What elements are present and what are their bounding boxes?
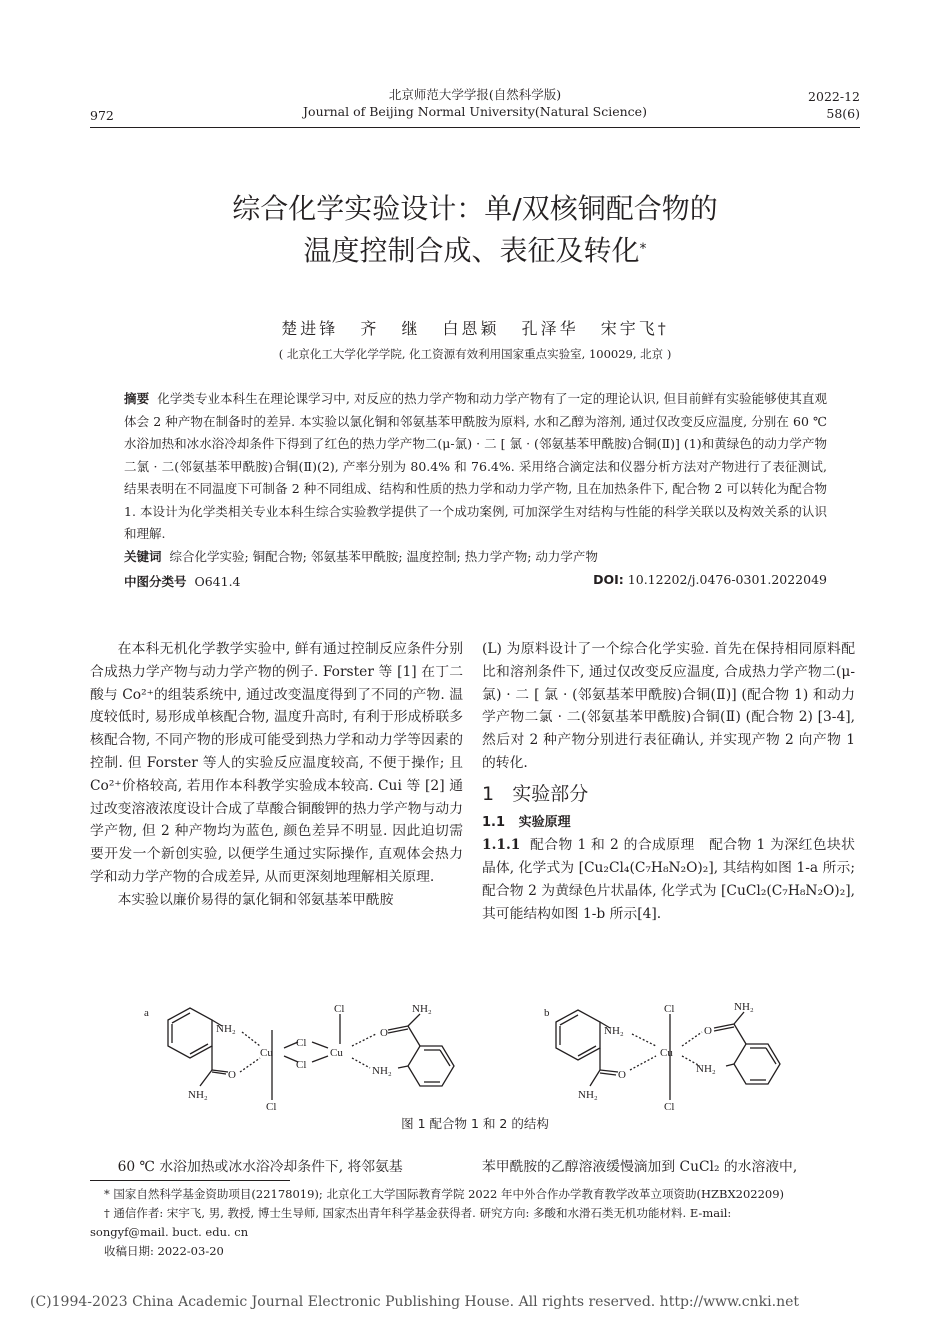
nh2-label: NH₂ bbox=[604, 1025, 624, 1037]
journal-name-cn: 北京师范大学学报(自然科学版) bbox=[388, 87, 562, 102]
issue-date: 2022-12 bbox=[808, 89, 860, 104]
cu-label: Cu bbox=[330, 1047, 343, 1059]
doi bbox=[593, 572, 827, 587]
body-column-left bbox=[90, 638, 463, 912]
body-paragraph: 本实验以廉价易得的氯化铜和邻氨基苯甲酰胺 bbox=[117, 891, 394, 908]
doi-label: DOI: bbox=[593, 572, 624, 587]
affiliation: ( 北京化工大学化学学院, 化工资源有效利用国家重点实验室, 100029, 北京 ) bbox=[278, 347, 672, 361]
abstract-text: 化学类专业本科生在理论课学习中, 对反应的热力学产物和动力学产物有了一定的理论认识, 但目前鲜有实验能够使其直观体会 2 种产物在制备时的差异. 本实验以氯化铜和邻氨基苯甲酰胺为原料, 水和乙醇为溶剂, 通过仅改变反应温度, 分别在 60 ℃ 水浴加热和冰水浴冷却条件下得到了红色的热力学产物二(μ-氯) · 二 [ 氯 · (邻氨基苯甲酰胺)合铜(Ⅱ)] (1)和黄绿色的动力学产物二氯 · 二(邻氨基苯甲酰胺)合铜(Ⅱ)(2), 产率分别为 80.4% 和 76.4%. 采用络合滴定法和仪器分析方法对产物进行了表征测试, 结果表明在不同温度下可制备 2 种不同组成、结构和性质的热力学和动力学产物, 且在加热条件下, 配合物 2 可以转化为配合物 1. 本设计为化学类相关专业本科生综合实验教学提供了一个成功案例, 可加深学生对结构与性能的科学关联以及构效关系的认识和理解. bbox=[124, 391, 827, 541]
o-label: O bbox=[618, 1069, 626, 1081]
keywords-label: 关键词 bbox=[124, 549, 162, 564]
keywords-text: 综合化学实验; 铜配合物; 邻氨基苯甲酰胺; 温度控制; 热力学产物; 动力学产物 bbox=[169, 549, 598, 564]
classification-value: O641.4 bbox=[194, 574, 241, 589]
figure-caption: 图 1 配合物 1 和 2 的结构 bbox=[401, 1116, 549, 1131]
cu-label: Cu bbox=[260, 1047, 273, 1059]
body-column-right bbox=[482, 638, 855, 926]
footnote-rule bbox=[90, 1180, 290, 1181]
o-label: O bbox=[704, 1025, 712, 1037]
classification bbox=[124, 572, 827, 590]
o-label: O bbox=[380, 1027, 388, 1039]
title-line-1: 综合化学实验设计：单/双核铜配合物的 bbox=[232, 192, 718, 225]
abstract bbox=[124, 388, 827, 546]
cl-label: Cl bbox=[296, 1059, 307, 1071]
title-line-2: 温度控制合成、表征及转化 bbox=[303, 234, 640, 267]
body-paragraph: 1.1.1 配合物 1 和 2 的合成原理 配合物 1 为深红色块状晶体, 化学式为 [Cu₂Cl₄(C₇H₈N₂O)₂], 其结构如图 1-a 所示; 配合物 2 为黄绿色片状晶体, 化学式为 [CuCl₂(C₇H₈N₂O)₂], 其可能结构如图 1-b 所示[4]. bbox=[482, 837, 855, 922]
doi-value: 10.12202/j.0476-0301.2022049 bbox=[627, 572, 827, 587]
issue-volume: 58(6) bbox=[826, 106, 860, 121]
body-paragraph: (L) 为原料设计了一个综合化学实验. 首先在保持相同原料配比和溶剂条件下, 通过仅改变反应温度, 合成热力学产物二(μ-氯) · 二 [ 氯 · (邻氨基苯甲酰胺)合铜(Ⅱ)] (配合物 1) 和动力学产物二氯 · 二(邻氨基苯甲酰胺)合铜(Ⅱ) (配合物 2) [3-4], 然后对 2 种产物分别进行表征确认, 并实现产物 2 向产物 1 的转化. bbox=[482, 641, 855, 771]
section-heading: 1 实验部分 bbox=[482, 782, 589, 805]
header-rule bbox=[90, 127, 860, 128]
nh2-label: NH₂ bbox=[734, 1001, 754, 1013]
page-number: 972 bbox=[90, 108, 114, 123]
author-list: 楚进锋 齐 继 白恩颖 孔泽华 宋宇飞† bbox=[281, 319, 669, 338]
nh2-label: NH₂ bbox=[216, 1023, 236, 1035]
abstract-label: 摘要 bbox=[124, 391, 150, 406]
subsection-heading: 1.1 实验原理 bbox=[482, 814, 571, 830]
o-label: O bbox=[228, 1069, 236, 1081]
continuation-right: 苯甲酰胺的乙醇溶液缓慢滴加到 CuCl₂ 的水溶液中, bbox=[482, 1159, 798, 1175]
cl-label: Cl bbox=[664, 1003, 675, 1015]
classification-label: 中图分类号 bbox=[124, 574, 187, 589]
structure-a bbox=[168, 1008, 454, 1100]
article-title bbox=[80, 188, 870, 272]
body-paragraph: 在本科无机化学教学实验中, 鲜有通过控制反应条件分别合成热力学产物与动力学产物的例子. Forster 等 [1] 在丁二酸与 Co²⁺的组装系统中, 通过改变温度得到了不同的产物. 温度较低时, 易形成单核配合物, 温度升高时, 有利于形成桥联多核配合物, 不同产物的形成可能受到热力学和动力学等因素的控制. 但 Forster 等人的实验反应温度较高, 不便于操作; 且 Co²⁺价格较高, 若用作本科教学实验成本较高. Cui 等 [2] 通过改变溶液浓度设计合成了草酸合铜酸钾的热力学产物与动力学产物, 但 2 种产物均为蓝色, 颜色差异不明显. 因此迫切需要开发一个新创实验, 以便学生通过实际操作, 直观体会热力学和动力学产物的合成差异, 从而更深刻地理解相关原理. bbox=[90, 641, 463, 885]
footnotes bbox=[90, 1185, 860, 1261]
footnote-fund: * 国家自然科学基金资助项目(22178019); 北京化工大学国际教育学院 2022 年中外合作办学教育教学改革立项资助(HZBX202209) bbox=[104, 1187, 785, 1201]
cl-label: Cl bbox=[266, 1101, 277, 1112]
journal-name-en: Journal of Beijing Normal University(Natural Science) bbox=[303, 104, 647, 119]
cl-label: Cl bbox=[664, 1101, 675, 1112]
cl-label: Cl bbox=[296, 1037, 307, 1049]
running-header bbox=[180, 86, 770, 120]
title-footnote-mark: * bbox=[639, 241, 647, 257]
nh2-label: NH₂ bbox=[412, 1003, 432, 1015]
issue-info bbox=[808, 88, 860, 122]
nh2-label: NH₂ bbox=[578, 1089, 598, 1101]
figure-label-a: a bbox=[144, 1007, 149, 1019]
footnote-author: † 通信作者: 宋宇飞, 男, 教授, 博士生导师, 国家杰出青年科学基金获得者. 研究方向: 多酸和水滑石类无机功能材料. E-mail: bbox=[104, 1206, 732, 1220]
subsubsection-title: 配合物 1 和 2 的合成原理 bbox=[530, 837, 695, 854]
nh2-label: NH₂ bbox=[372, 1065, 392, 1077]
figure-label-b: b bbox=[544, 1007, 550, 1019]
cu-label: Cu bbox=[660, 1047, 673, 1059]
copyright-notice: (C)1994-2023 China Academic Journal Electronic Publishing House. All rights reserved. http://www.cnki.net bbox=[30, 1294, 800, 1310]
nh2-label: NH₂ bbox=[188, 1089, 208, 1101]
figure-structures bbox=[90, 1000, 860, 1112]
keywords bbox=[124, 547, 827, 565]
continuation-left: 60 ℃ 水浴加热或冰水浴冷却条件下, 将邻氨基 bbox=[117, 1159, 403, 1175]
footnote-email: songyf@mail. buct. edu. cn bbox=[90, 1225, 249, 1239]
cl-label: Cl bbox=[334, 1003, 345, 1015]
nh2-label: NH₂ bbox=[696, 1063, 716, 1075]
footnote-received: 收稿日期: 2022-03-20 bbox=[104, 1244, 224, 1258]
